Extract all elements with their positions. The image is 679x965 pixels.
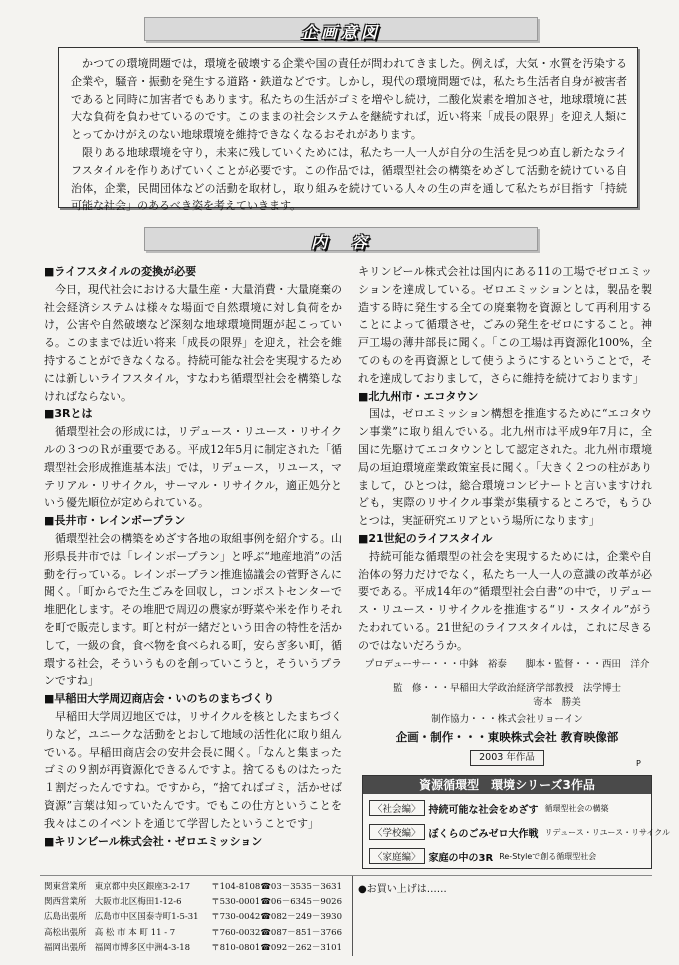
series-item — [369, 822, 671, 842]
office-tel: ☎03－3535－3631 — [260, 882, 342, 892]
contents-left-column — [44, 263, 342, 850]
series-tag: 〈家庭編〉 — [369, 848, 425, 864]
office-zip: 〒104-8108 — [211, 882, 261, 892]
credit-supervisor: 監 修・・・早稲田大学政治経済学部教授 法学博士 — [392, 683, 621, 694]
contents-heading-banner — [144, 227, 538, 251]
series-item-desc: Re-Styleで創る循環型社会 — [499, 851, 597, 861]
production-year-badge: 2003 年作品 — [470, 750, 544, 766]
office-address: 広島市中区国泰寺町1-5-31 — [94, 912, 199, 923]
office-row — [44, 910, 342, 925]
intro-heading-banner — [144, 17, 538, 41]
section-title: ■長井市・レインボープラン — [44, 514, 186, 528]
section-title: ■21世紀のライフスタイル — [358, 531, 493, 545]
section-text: 持続可能な循環型の社会を実現するためには，企業や自治体の努力だけでなく，私たち一人一人の意識の改革が必要である。平成14年の“循環型社会白書”の中で，リデュース・リユース・リサイクルを推進する“リ・スタイル”がうたわれている。21世紀のライフスタイルは，これに尽きるのではないだろうか。 — [358, 549, 652, 652]
section-title: ■3Rとは — [44, 407, 93, 421]
intro-box — [58, 47, 638, 213]
credit-supervisor-name: 寄本 勝美 — [533, 697, 581, 708]
credits — [362, 658, 652, 766]
office-address: 大阪市北区梅田1-12-6 — [94, 897, 182, 908]
section-title: ■キリンビール株式会社・ゼロエミッション — [44, 834, 263, 848]
credit-cooperation: 制作協力・・・株式会社リョーイン — [431, 714, 583, 725]
office-tel: ☎06－6345－9026 — [260, 897, 342, 908]
series-item-title: 持続可能な社会をめざす — [428, 804, 539, 816]
section-text: 国は，ゼロエミッション構想を推進するために“エコタウン事業”に取り組んでいる。北九州市は平成9年7月に，全国に先駆けてエコタウンとして認定された。北九州市環境局の垣迫環境産業政策室長に聞く。「大きく２つの柱がありまして，ひとつは，総合環境コンビナートと言いますけれども，実際のリサイクル事業が集積するところで，もうひとつは，実証研究エリアという場所になります」 — [358, 407, 652, 528]
section-text: 循環型社会の形成には，リデュース・リユース・リサイクルの３つのＲが重要である。平成12年5月に制定された「循環型社会形成推進基本法」では，リデュース，リユース，マテリアル・リサイクル，サーマル・リサイクル，適正処分という優先順位が定められている。 — [44, 425, 342, 510]
series-box — [362, 775, 671, 869]
contents-heading: 内 容 — [310, 233, 371, 252]
office-row — [44, 880, 342, 895]
series-item — [369, 798, 645, 818]
section-title: ■ライフスタイルの変換が必要 — [44, 265, 197, 278]
office-tel: ☎082－249－3930 — [260, 912, 342, 923]
section-text: 早稲田大学周辺地区では，リサイクルを核としたまちづくりなど，ユニークな活動をとおして地域の活性化に取り組んでいる。早稲田商店会の安井会長に聞く。「なんと集まったゴミの９割が再資源化できるんですよ。捨てるものはたった１割だったんですね。ですから，“捨てればゴミ，活かせば資源”言葉は知っていたんです。でもこの仕方ということを我々はこのイベントを通じて学習したということです」 — [44, 709, 342, 830]
office-name: 福岡出張所 — [44, 942, 87, 953]
series-tag: 〈学校編〉 — [369, 824, 425, 840]
series-item-title: ぼくらのごみゼロ大作戦 — [428, 828, 539, 840]
office-tel: ☎087－851－3766 — [260, 927, 342, 938]
series-item — [369, 846, 645, 866]
intro-heading: 企画意図 — [300, 23, 381, 42]
office-zip: 〒810-0801 — [211, 942, 261, 953]
office-name: 高松出張所 — [44, 927, 87, 938]
section-title: ■早稲田大学周辺商店会・いのちのまちづくり — [44, 692, 275, 706]
office-name: 関東営業所 — [44, 882, 87, 892]
office-zip: 〒530-0001 — [211, 897, 261, 908]
office-zip: 〒730-0042 — [211, 912, 261, 923]
office-name: 広島出張所 — [44, 912, 87, 923]
footer-divider — [40, 875, 652, 876]
purchase-note: ●お買い上げは…… — [358, 884, 447, 895]
page-mark: P — [636, 759, 641, 768]
office-list — [44, 880, 342, 956]
section-title: ■北九州市・エコタウン — [358, 389, 479, 403]
contents-right-column — [358, 263, 652, 655]
office-row — [44, 926, 342, 941]
series-item-title: 家庭の中の3R — [428, 852, 494, 864]
series-tag: 〈社会編〉 — [369, 800, 425, 816]
series-item-desc: 循環型社会の構築 — [544, 803, 609, 813]
section-text: 循環型社会の構築をめざす各地の取組事例を紹介する。山形県長井市では「レインボープラン」と呼ぶ“地産地消”の活動を行っている。レインボープラン推進協議会の菅野さんに聞く。「町からでた生ごみを回収し，コンポストセンターで堆肥化します。その堆肥で周辺の農家が野菜や米を作りそれを町で販売します。町と村が一緒だという田舎の特性を活かして，一級の食，食べ物を食べられる町，安らぎ多い町，循環する社会，そういうものを創っていこうと，そういうプランですね」 — [44, 531, 342, 688]
office-address: 福岡市博多区中洲4-3-18 — [94, 942, 191, 953]
credit-production: 企画・制作・・・東映株式会社 教育映像部 — [395, 730, 619, 744]
office-row — [44, 941, 342, 956]
section-text: 今日，現代社会における大量生産・大量消費・大量廃棄の社会経済システムは様々な場面で自然環境に対し負荷をかけ，公害や自然破壊など深刻な地球環境問題が起こっている。このままでは近い将来「成長の限界」を迎え，社会を維持することができなくなる。持続可能な社会を実現するためには新しいライフスタイル，すなわち循環型社会を構築しなければならない。 — [44, 282, 342, 403]
intro-paragraph: かつての環境問題では，環境を破壊する企業や国の責任が問われてきました。例えば，大気・水質を汚染する企業や，騒音・振動を発生する道路・鉄道などです。しかし，現代の環境問題では，私たち生活者自身が被害者であると同時に加害者でもあります。私たちの生活がゴミを増やし続け，二酸化炭素を増加させ，地球環境に甚大な負荷を負わせているのです。このままの社会システムを継続すれば，近い将来「成長の限界」を迎え人類にとってかけがえのない地球環境を維持できなくなるおそれがあります。 — [71, 57, 627, 142]
intro-paragraph: 限りある地球環境を守り，未来に残していくためには，私たち一人一人が自分の生活を見つめ直し新たなライフスタイルを作りあげていくことが必要です。この作品では，循環型社会の構築をめざして活動を続けている自治体，企業，民間団体などの活動を取材し，取り組みを続けている人々の生の声を通して私たちが目指す「持続可能な社会」のあるべき姿を考えていきます。 — [71, 145, 627, 213]
office-address: 高 松 市 本 町 11 - 7 — [94, 927, 176, 938]
credit-producer: プロデューサー・・・中鉢 裕泰 脚本・監督・・・西田 洋介 — [364, 659, 650, 670]
office-address: 東京都中央区銀座3-2-17 — [94, 882, 191, 892]
section-text: キリンビール株式会社は国内にある11の工場でゼロエミッションを達成している。ゼロエミッションとは，製品を製造する時に発生する全ての廃棄物を資源として再利用することによって循環させ，ごみの発生をゼロにすること。神戸工場の薄井部長に聞く。「この工場は再資源化100%，全てのものを再資源として使うようにするということで，それを達成しておりまして，さらに維持を続けております」 — [358, 265, 652, 385]
series-title: 資源循環型 環境シリーズ3作品 — [363, 776, 651, 794]
office-row — [44, 895, 342, 910]
series-item-desc: リデュース・リユース・リサイクル — [544, 827, 671, 837]
office-tel: ☎092－262－3101 — [260, 942, 342, 953]
office-name: 関西営業所 — [44, 897, 87, 908]
footer-vertical-divider — [352, 876, 353, 956]
office-zip: 〒760-0032 — [211, 927, 261, 938]
